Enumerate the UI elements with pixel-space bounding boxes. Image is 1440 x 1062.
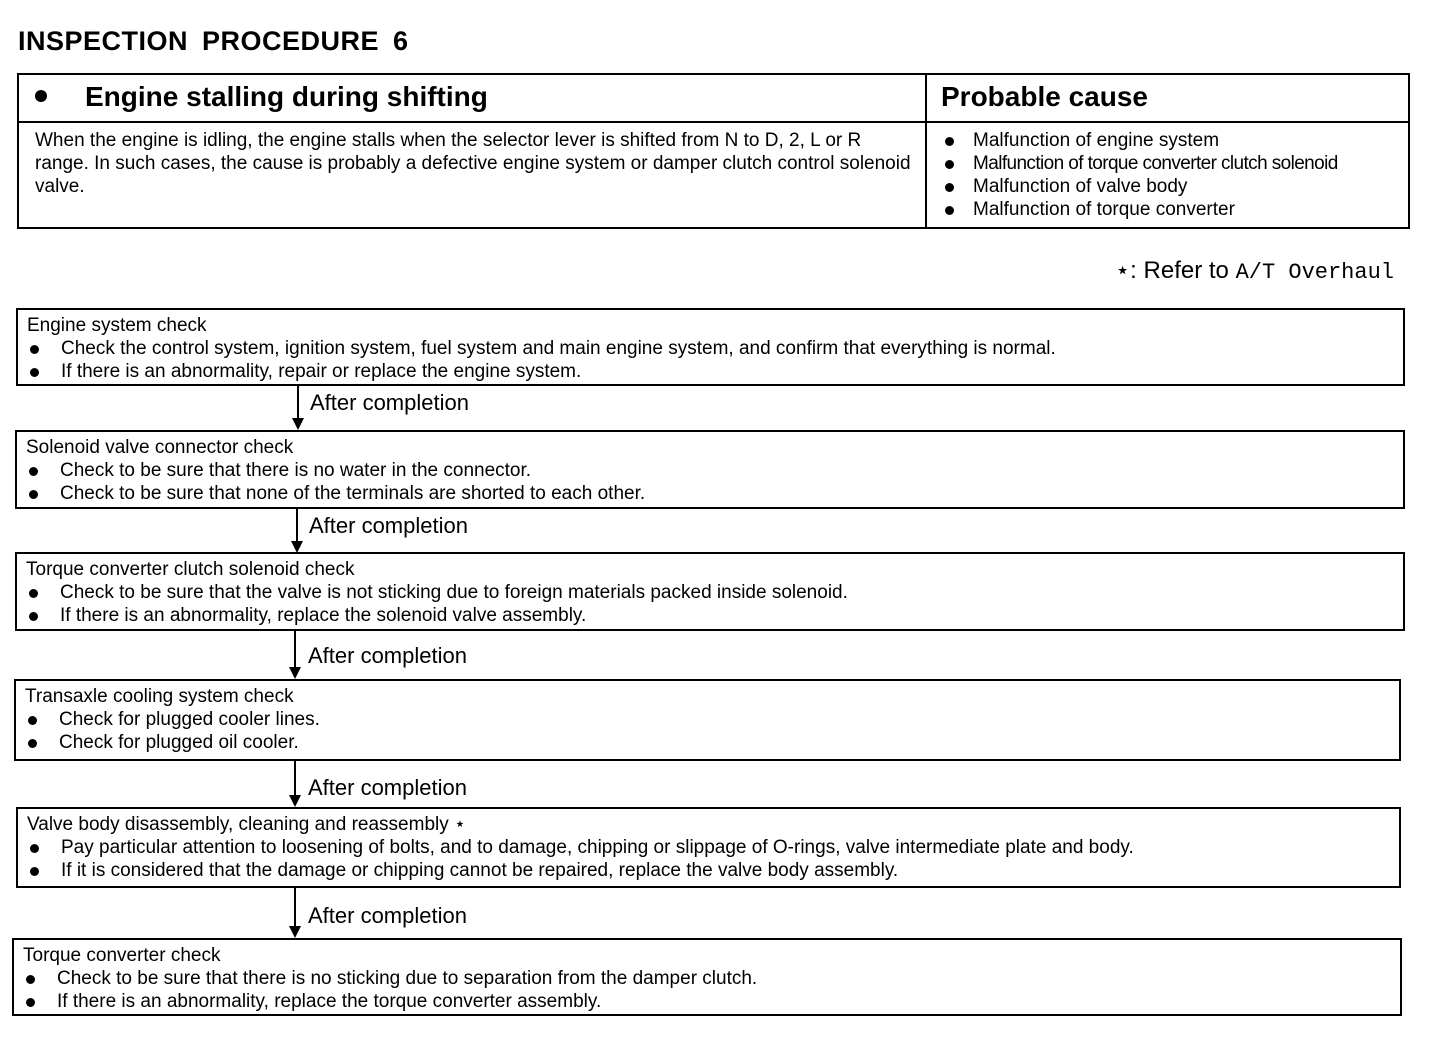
step-items	[26, 581, 1403, 627]
step-items	[27, 337, 1403, 383]
step-title: Valve body disassembly, cleaning and reassembly ⋆	[27, 814, 466, 835]
symptom-description: When the engine is idling, the engine stalls when the selector lever is shifted from N to D, 2, L or R range. In such cases, the cause is probably a defective engine system or damper clutch control solenoid valve.	[35, 130, 911, 197]
flow-arrow-icon	[287, 509, 307, 553]
step-cooling-system-check	[14, 679, 1401, 761]
cause-item: Malfunction of torque converter	[939, 198, 1338, 221]
step-solenoid-connector-check	[15, 430, 1405, 509]
cause-item: Malfunction of torque converter clutch solenoid	[939, 152, 1338, 175]
page-title: INSPECTION PROCEDURE 6	[18, 26, 409, 56]
probable-cause-list	[939, 129, 1338, 221]
step-item: Check to be sure that there is no sticking due to separation from the damper clutch.	[23, 967, 1400, 990]
symptom-title-text: Engine stalling during shifting	[85, 81, 488, 112]
after-completion-label: After completion	[310, 390, 469, 415]
table-row-divider	[19, 121, 1408, 123]
after-completion-label: After completion	[308, 775, 467, 800]
after-completion-label: After completion	[308, 643, 467, 668]
step-title: Torque converter clutch solenoid check	[26, 559, 355, 580]
step-item: Check for plugged oil cooler.	[25, 731, 1399, 754]
step-items	[25, 708, 1399, 754]
cause-item: Malfunction of engine system	[939, 129, 1338, 152]
step-item: If there is an abnormality, replace the torque converter assembly.	[23, 990, 1400, 1013]
probable-cause-title: Probable cause	[941, 81, 1148, 112]
after-completion-label: After completion	[309, 513, 468, 538]
reference-note	[1115, 256, 1394, 285]
step-item: If there is an abnormality, repair or replace the engine system.	[27, 360, 1403, 383]
step-title: Engine system check	[27, 315, 207, 336]
step-items	[23, 967, 1400, 1013]
step-item: Check to be sure that there is no water in the connector.	[26, 459, 1403, 482]
after-completion-label: After completion	[308, 903, 467, 928]
step-valve-body-overhaul	[16, 807, 1401, 888]
flow-arrow-icon	[285, 761, 305, 807]
step-item: Check to be sure that none of the terminals are shorted to each other.	[26, 482, 1403, 505]
symptom-cause-table	[17, 73, 1410, 229]
step-items	[26, 459, 1403, 505]
step-title: Transaxle cooling system check	[25, 686, 294, 707]
step-title: Solenoid valve connector check	[26, 437, 294, 458]
flow-arrow-icon	[288, 386, 308, 430]
step-item: If it is considered that the damage or chipping cannot be repaired, replace the valve body assembly.	[27, 859, 1399, 882]
step-tcc-solenoid-check	[15, 552, 1405, 631]
step-item: Check the control system, ignition system, fuel system and main engine system, and confirm that everything is normal.	[27, 337, 1403, 360]
step-item: Check to be sure that the valve is not sticking due to foreign materials packed inside solenoid.	[26, 581, 1403, 604]
step-item: If there is an abnormality, replace the solenoid valve assembly.	[26, 604, 1403, 627]
step-item: Pay particular attention to loosening of bolts, and to damage, chipping or slippage of O-rings, valve intermediate plate and body.	[27, 836, 1399, 859]
step-items	[27, 836, 1399, 882]
bullet-icon	[35, 90, 47, 102]
flow-arrow-icon	[285, 631, 305, 679]
flow-arrow-icon	[285, 888, 305, 938]
step-engine-system-check	[16, 308, 1405, 386]
step-torque-converter-check	[12, 938, 1402, 1016]
table-column-divider	[925, 75, 927, 227]
reference-prefix: ⋆: Refer to	[1115, 257, 1236, 284]
step-title: Torque converter check	[23, 945, 221, 966]
reference-target: A/T Overhaul	[1235, 260, 1394, 285]
step-item: Check for plugged cooler lines.	[25, 708, 1399, 731]
symptom-title	[35, 81, 488, 113]
cause-item: Malfunction of valve body	[939, 175, 1338, 198]
